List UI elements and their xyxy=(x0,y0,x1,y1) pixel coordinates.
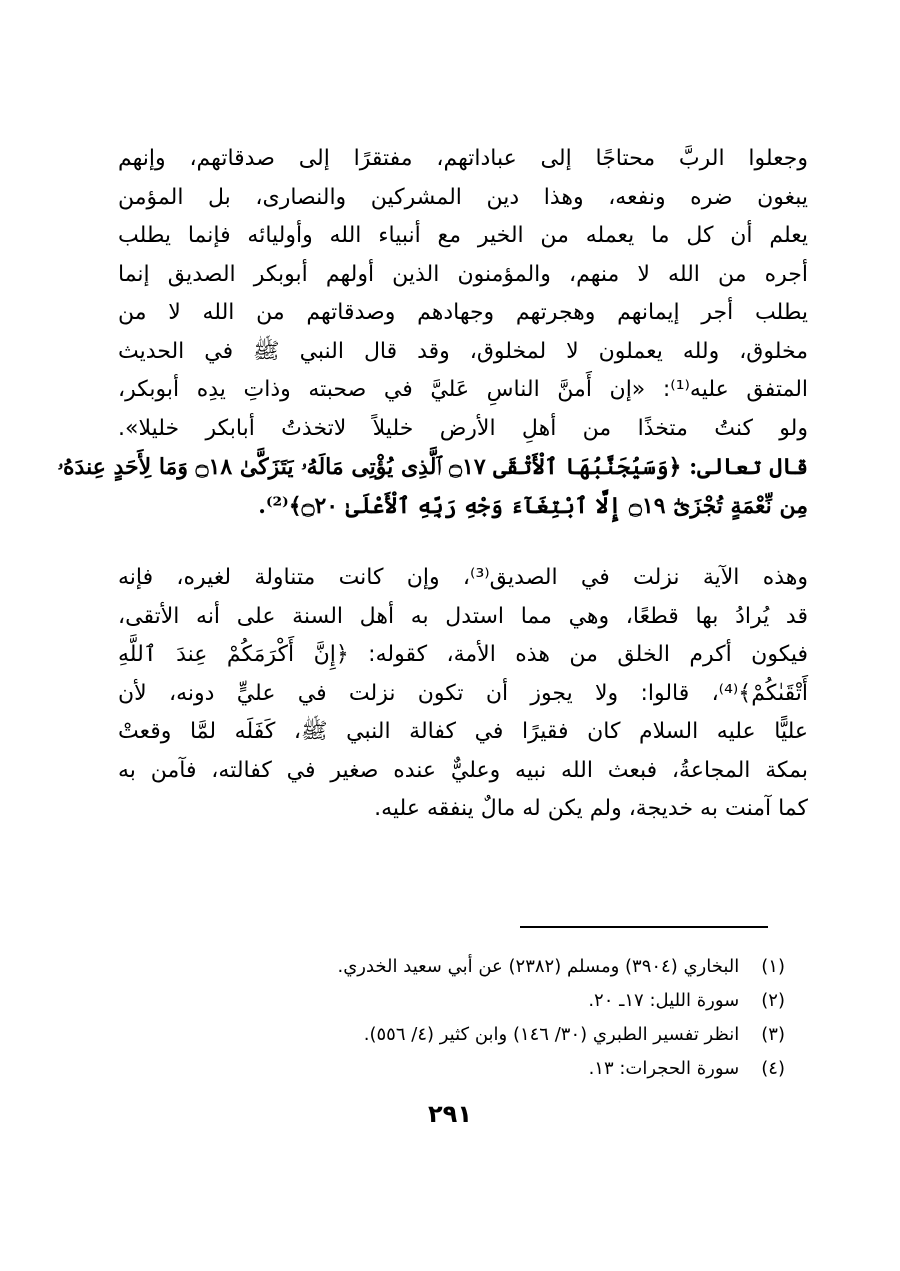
footnote-item xyxy=(200,984,785,1018)
footnote-item xyxy=(200,1018,785,1052)
paragraph-gap xyxy=(118,525,808,559)
footnotes xyxy=(200,950,785,1086)
footnote-text: سورة الحجرات: ١٣. xyxy=(588,1058,740,1079)
footnote-number: (٣) xyxy=(761,1024,785,1045)
main-text xyxy=(57,140,809,829)
footnote-item xyxy=(200,1052,785,1086)
footnote-number: (٤) xyxy=(761,1058,785,1079)
text-line: أَتْقَىٰكُمْ﴾⁽⁴⁾، قالوا: ولا يجوز أن تكون نزلت في عليٍّ دونه، لأن xyxy=(118,680,808,706)
text-line: وجعلوا الربَّ محتاجًا إلى عباداتهم، مفتقرًا إلى صدقاتهم، وإنهم xyxy=(118,146,808,171)
footnote-text: البخاري (٣٩٠٤) ومسلم (٢٣٨٢) عن أبي سعيد الخدري. xyxy=(337,956,740,977)
quran-verse-line: قال تعالى: ﴿وَسَيُجَنَّبُهَا ٱلْأَتْقَى ۝١٧ ٱلَّذِى يُؤْتِى مَالَهُۥ يَتَزَكَّىٰ ۝١٨ وَمَا لِأَحَدٍ عِندَهُۥ xyxy=(57,454,808,480)
text-line: مخلوق، ولله يعملون لا لمخلوق، وقد قال النبي ﷺ في الحديث xyxy=(118,338,808,364)
quran-verse-line: مِن نِّعْمَةٍ تُجْزَىٰٓ ۝١٩ إِلَّا ٱبْتِغَآءَ وَجْهِ رَبِّهِ ٱلْأَعْلَىٰ ۝٢٠﴾⁽²⁾. xyxy=(258,492,808,519)
footnote-separator xyxy=(520,926,768,928)
footnote-number: (٢) xyxy=(761,990,785,1011)
text-line: يعلم أن كل ما يعمله من الخير مع أنبياء الله وأوليائه فإنما يطلب xyxy=(118,223,808,248)
page-number: ٢٩١ xyxy=(428,1100,472,1128)
footnote-text: سورة الليل: ١٧ـ ٢٠. xyxy=(588,990,740,1011)
text-line: ولو كنتُ متخذًا من أهلِ الأرض خليلاً لاتخذتُ أبابكر خليلا». xyxy=(118,415,808,441)
text-line: يبغون ضره ونفعه، وهذا دين المشركين والنصارى، بل المؤمن xyxy=(118,184,808,210)
footnote-item xyxy=(200,950,785,984)
text-line: يطلب أجر إيمانهم وهجرتهم وجهادهم وصدقاتهم من الله لا من xyxy=(118,300,808,325)
text-line: بمكة المجاعةُ، فبعث الله نبيه وعليٌّ عنده صغير في كفالته، فآمن به xyxy=(118,757,808,783)
footnote-text: انظر تفسير الطبري (٣٠/ ١٤٦) وابن كثير (٤/ ٥٥٦). xyxy=(363,1024,740,1045)
footnote-number: (١) xyxy=(761,956,785,977)
text-line: فيكون أكرم الخلق من هذه الأمة، كقوله: ﴿إِنَّ أَكْرَمَكُمْ عِندَ ٱللَّهِ xyxy=(118,642,808,667)
text-line: كما آمنت به خديجة، ولم يكن له مالٌ ينفقه عليه. xyxy=(374,796,808,821)
text-line: أجره من الله لا منهم، والمؤمنون الذين أولهم أبوبكر الصديق إنما xyxy=(118,261,808,287)
text-line: المتفق عليه⁽¹⁾: «إن أَمنَّ الناسِ عَليَّ في صحبته وذاتِ يدِه أبوبكر، xyxy=(118,377,809,402)
text-line: عليًّا عليه السلام كان فقيرًا في كفالة النبي ﷺ، كَفَلَه لمَّا وقعتْ xyxy=(118,719,808,744)
text-line: وهذه الآية نزلت في الصديق⁽³⁾، وإن كانت متناولة لغيره، فإنه xyxy=(118,565,808,590)
text-line: قد يُرادُ بها قطعًا، وهي مما استدل به أهل السنة على أنه الأتقى، xyxy=(118,603,808,629)
